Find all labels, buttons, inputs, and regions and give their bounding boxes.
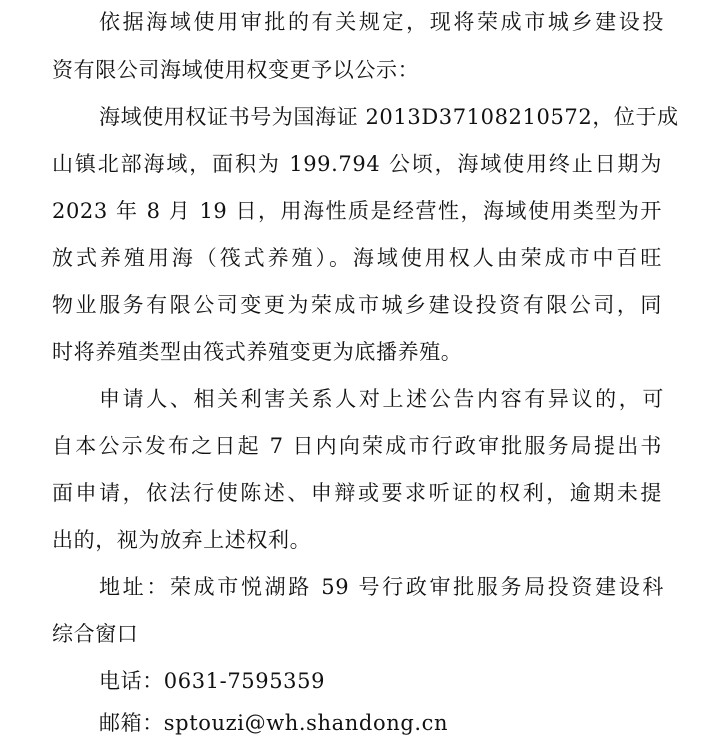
paragraph-2-line-1: 海域使用权证书号为国海证 2013D37108210572，位于成 xyxy=(99,105,679,129)
paragraph-2-line-3: 2023 年 8 月 19 日，用海性质是经营性，海域使用类型为开 xyxy=(52,199,662,223)
paragraph-1-line-2: 资有限公司海域使用权变更予以公示： xyxy=(52,58,420,82)
paragraph-1-line-1: 依据海域使用审批的有关规定，现将荣成市城乡建设投 xyxy=(99,10,664,34)
address-line-2: 综合窗口 xyxy=(52,622,139,646)
phone-line: 电话：0631-7595359 xyxy=(99,669,326,693)
paragraph-3-line-2: 自本公示发布之日起 7 日内向荣成市行政审批服务局提出书 xyxy=(52,434,662,458)
paragraph-2-line-6: 时将养殖类型由筏式养殖变更为底播养殖。 xyxy=(52,340,463,364)
paragraph-3-line-4: 出的，视为放弃上述权利。 xyxy=(52,528,312,552)
address-line-1: 地址：荣成市悦湖路 59 号行政审批服务局投资建设科 xyxy=(99,575,664,599)
paragraph-2-line-5: 物业服务有限公司变更为荣成市城乡建设投资有限公司，同 xyxy=(52,293,662,317)
email-line: 邮箱：sptouzi@wh.shandong.cn xyxy=(99,711,449,735)
paragraph-2-line-4: 放式养殖用海（筏式养殖）。海域使用权人由荣成市中百旺 xyxy=(52,246,662,270)
paragraph-2-line-2: 山镇北部海域，面积为 199.794 公顷，海域使用终止日期为 xyxy=(52,152,662,176)
paragraph-3-line-3: 面申请，依法行使陈述、申辩或要求听证的权利，逾期未提 xyxy=(52,481,662,505)
paragraph-3-line-1: 申请人、相关利害关系人对上述公告内容有异议的，可 xyxy=(99,387,664,411)
